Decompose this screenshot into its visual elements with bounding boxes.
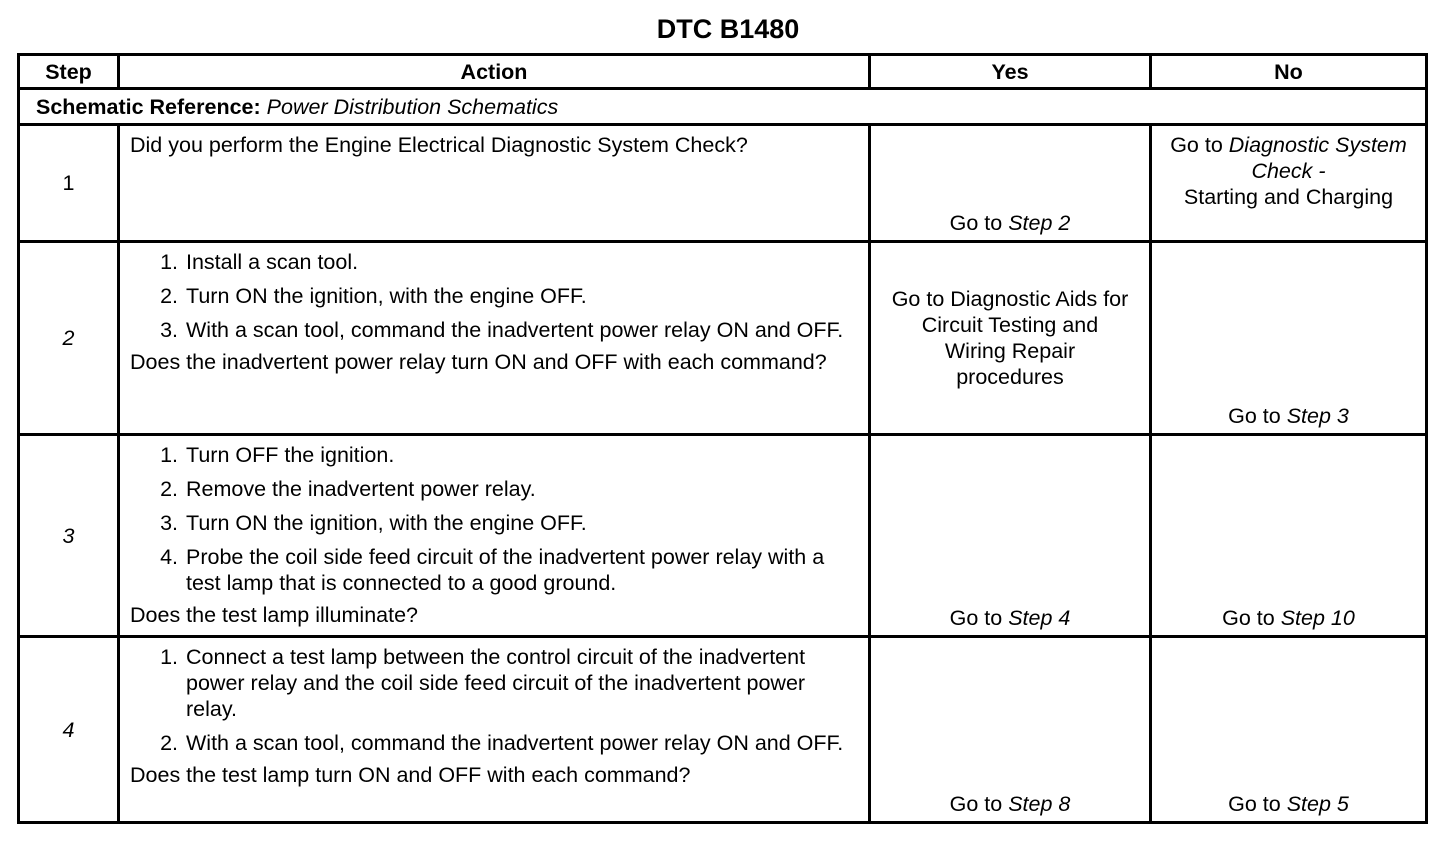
table-row — [19, 435, 1427, 637]
no-goto — [1228, 404, 1349, 428]
action-cell — [119, 125, 870, 242]
yes-goto: Go to Diagnostic Aids for Circuit Testing and Wiring Repair procedures — [891, 287, 1129, 389]
goto-prefix: Go to — [949, 211, 1003, 235]
yes-cell — [870, 242, 1151, 435]
table-row — [19, 637, 1427, 823]
no-cell — [1151, 242, 1427, 435]
goto-prefix: Go to — [1228, 792, 1281, 816]
action-steps — [130, 442, 858, 596]
goto-target: Step 5 — [1286, 792, 1349, 816]
goto-target: Step 8 — [1008, 792, 1071, 816]
diagnostic-table — [17, 53, 1428, 824]
goto-prefix: Go to — [1222, 606, 1275, 630]
goto-prefix: Go to — [1228, 404, 1281, 428]
goto-target: Step 10 — [1280, 606, 1355, 630]
action-step: 2. Remove the inadvertent power relay. — [184, 476, 858, 502]
goto-target: Diagnostic System Check - — [1228, 133, 1407, 183]
page-title: DTC B1480 — [656, 14, 800, 44]
action-question: Does the test lamp turn ON and OFF with each command? — [130, 763, 691, 787]
step-number: 1 — [19, 125, 119, 242]
step-number: 4 — [19, 637, 119, 823]
action-step: 2. With a scan tool, command the inadvertent power relay ON and OFF. — [184, 730, 858, 756]
table-row — [19, 242, 1427, 435]
yes-goto — [950, 792, 1071, 816]
action-steps — [130, 644, 858, 756]
no-cell — [1151, 435, 1427, 637]
table-row — [19, 125, 1427, 242]
no-goto — [1228, 792, 1349, 816]
step-number: 2 — [19, 242, 119, 435]
yes-goto — [950, 211, 1071, 235]
action-step: 4. Probe the coil side feed circuit of the inadvertent power relay with a test lamp that is connected to a good ground. — [184, 544, 858, 596]
header-yes: Yes — [870, 55, 1151, 89]
action-question: Does the inadvertent power relay turn ON and OFF with each command? — [130, 350, 827, 374]
no-goto — [1170, 133, 1407, 209]
schematic-label: Schematic Reference: — [36, 94, 261, 119]
schematic-reference — [19, 89, 1427, 125]
step-number: 3 — [19, 435, 119, 637]
goto-target: Step 4 — [1008, 606, 1071, 630]
action-steps — [130, 249, 858, 343]
goto-target: Step 3 — [1286, 404, 1349, 428]
no-goto — [1222, 606, 1355, 630]
action-cell — [119, 435, 870, 637]
action-step: 1. Turn OFF the ignition. — [184, 442, 858, 468]
action-step: 2. Turn ON the ignition, with the engine OFF. — [184, 283, 858, 309]
goto-suffix: Starting and Charging — [1183, 185, 1394, 209]
action-step: 1. Install a scan tool. — [184, 249, 858, 275]
header-action: Action — [119, 55, 870, 89]
action-step: 1. Connect a test lamp between the control circuit of the inadvertent power relay and the coil side feed circuit of the inadvertent power relay. — [184, 644, 858, 722]
action-step: 3. With a scan tool, command the inadvertent power relay ON and OFF. — [184, 317, 858, 343]
action-question: Did you perform the Engine Electrical Diagnostic System Check? — [130, 133, 748, 157]
schematic-row — [19, 89, 1427, 125]
header-row — [19, 55, 1427, 89]
no-cell — [1151, 125, 1427, 242]
goto-target: Step 2 — [1008, 211, 1071, 235]
schematic-value: Power Distribution Schematics — [266, 94, 559, 119]
yes-cell — [870, 435, 1151, 637]
header-no: No — [1151, 55, 1427, 89]
yes-goto — [950, 606, 1071, 630]
goto-prefix: Go to — [949, 792, 1003, 816]
action-question: Does the test lamp illuminate? — [130, 603, 419, 627]
action-cell — [119, 637, 870, 823]
yes-cell — [870, 637, 1151, 823]
goto-prefix: Go to — [949, 606, 1003, 630]
goto-prefix: Go to — [1170, 133, 1223, 157]
yes-cell — [870, 125, 1151, 242]
header-step: Step — [19, 55, 119, 89]
no-cell — [1151, 637, 1427, 823]
action-cell — [119, 242, 870, 435]
action-step: 3. Turn ON the ignition, with the engine OFF. — [184, 510, 858, 536]
